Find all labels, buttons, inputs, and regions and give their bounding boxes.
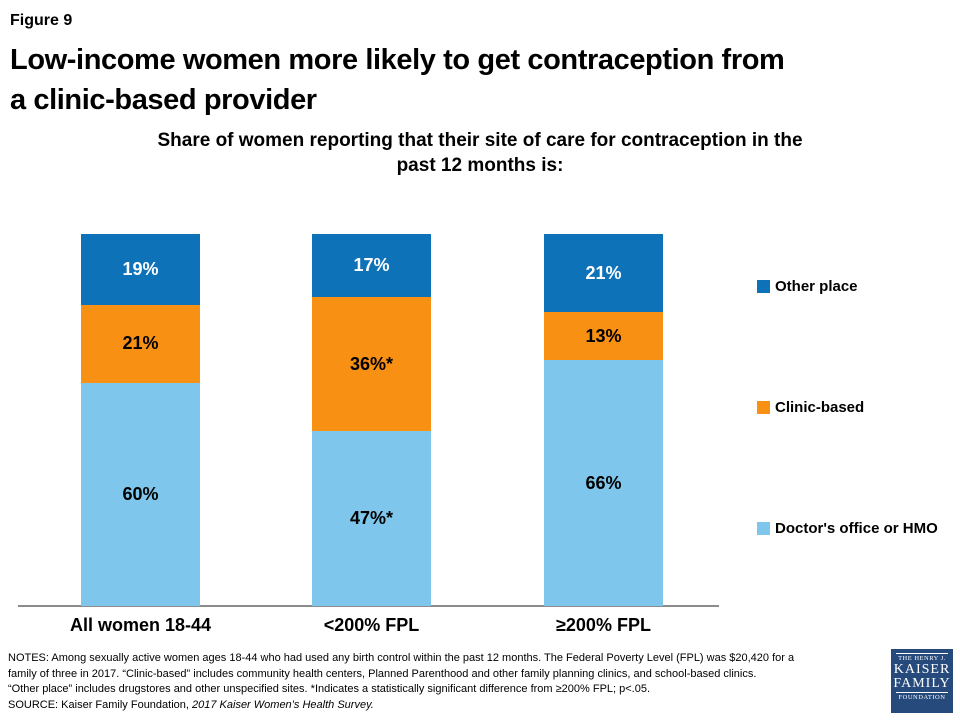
legend-item-other-place bbox=[757, 278, 858, 295]
legend-label-other-place: Other place bbox=[775, 278, 858, 295]
logo-line-henry: THE HENRY J. bbox=[898, 655, 946, 662]
source-line bbox=[8, 698, 890, 714]
bar-segment-doctor-s-office-or-hmo bbox=[81, 383, 200, 606]
bar-segment-other-place bbox=[81, 234, 200, 305]
bar-segment-doctor-s-office-or-hmo bbox=[544, 360, 663, 606]
logo-line-family: FAMILY bbox=[893, 676, 951, 691]
stacked-bar-200-fpl bbox=[312, 234, 431, 606]
category-label-200-fpl: <200% FPL bbox=[323, 615, 420, 635]
legend-item-doctor-s-office-or-hmo bbox=[757, 520, 938, 537]
bar-segment-clinic-based bbox=[312, 297, 431, 431]
legend-swatch-doctor-s-office-or-hmo bbox=[757, 522, 770, 535]
bar-value-label: 66% bbox=[585, 472, 622, 493]
bar-segment-clinic-based bbox=[544, 312, 663, 360]
source-prefix: SOURCE: Kaiser Family Foundation, bbox=[8, 698, 193, 711]
bar-segment-clinic-based bbox=[81, 305, 200, 383]
bar-value-label: 21% bbox=[585, 262, 622, 283]
kff-logo bbox=[891, 649, 953, 713]
figure-label: Figure 9 bbox=[10, 12, 73, 29]
page-title-line1: Low-income women more likely to get contraception from bbox=[10, 44, 785, 76]
logo-rule bbox=[896, 692, 948, 693]
notes bbox=[8, 651, 890, 713]
bar-value-label: 60% bbox=[122, 483, 159, 504]
source-citation: 2017 Kaiser Women’s Health Survey. bbox=[192, 698, 374, 711]
bar-value-label: 17% bbox=[353, 255, 390, 276]
page-title-line2: a clinic-based provider bbox=[10, 84, 317, 116]
bar-segment-doctor-s-office-or-hmo bbox=[312, 431, 431, 606]
bar-value-label: 47%* bbox=[349, 508, 394, 529]
legend-label-doctor-s-office-or-hmo: Doctor's office or HMO bbox=[775, 520, 938, 537]
chart-subtitle-line2: past 12 months is: bbox=[396, 155, 564, 176]
chart-subtitle-line1: Share of women reporting that their site of care for contraception in the bbox=[157, 130, 803, 151]
notes-line: NOTES: Among sexually active women ages 18-44 who had used any birth control within the past 12 months. The Federal Poverty Level (FPL) was $20,420 for a bbox=[8, 652, 795, 664]
bar-value-label: 19% bbox=[122, 258, 159, 279]
notes-line: family of three in 2017. “Clinic-based” includes community health centers, Planned Parenthood and other family planning clinics, and school-based clinics. bbox=[8, 667, 757, 680]
logo-line-foundation: FOUNDATION bbox=[898, 694, 946, 701]
bar-segment-other-place bbox=[544, 234, 663, 312]
bar-segment-other-place bbox=[312, 234, 431, 297]
legend-item-clinic-based bbox=[757, 399, 864, 416]
bar-value-label: 21% bbox=[122, 333, 159, 354]
stacked-bar-all-women-18-44 bbox=[81, 234, 200, 606]
stacked-bar-200-fpl bbox=[544, 234, 663, 606]
logo-line-kaiser: KAISER bbox=[893, 662, 951, 677]
logo-rule bbox=[896, 653, 948, 654]
notes-line: “Other place” includes drugstores and other unspecified sites. *Indicates a statistically significant difference from ≥200% FPL; p<.05. bbox=[8, 683, 651, 695]
legend-swatch-other-place bbox=[757, 280, 770, 293]
legend-swatch-clinic-based bbox=[757, 401, 770, 414]
category-label-200-fpl: ≥200% FPL bbox=[556, 615, 651, 635]
category-label-all-women-18-44: All women 18-44 bbox=[69, 615, 212, 635]
legend-label-clinic-based: Clinic-based bbox=[775, 399, 865, 416]
bar-value-label: 13% bbox=[585, 325, 622, 346]
bar-value-label: 36%* bbox=[349, 353, 394, 374]
